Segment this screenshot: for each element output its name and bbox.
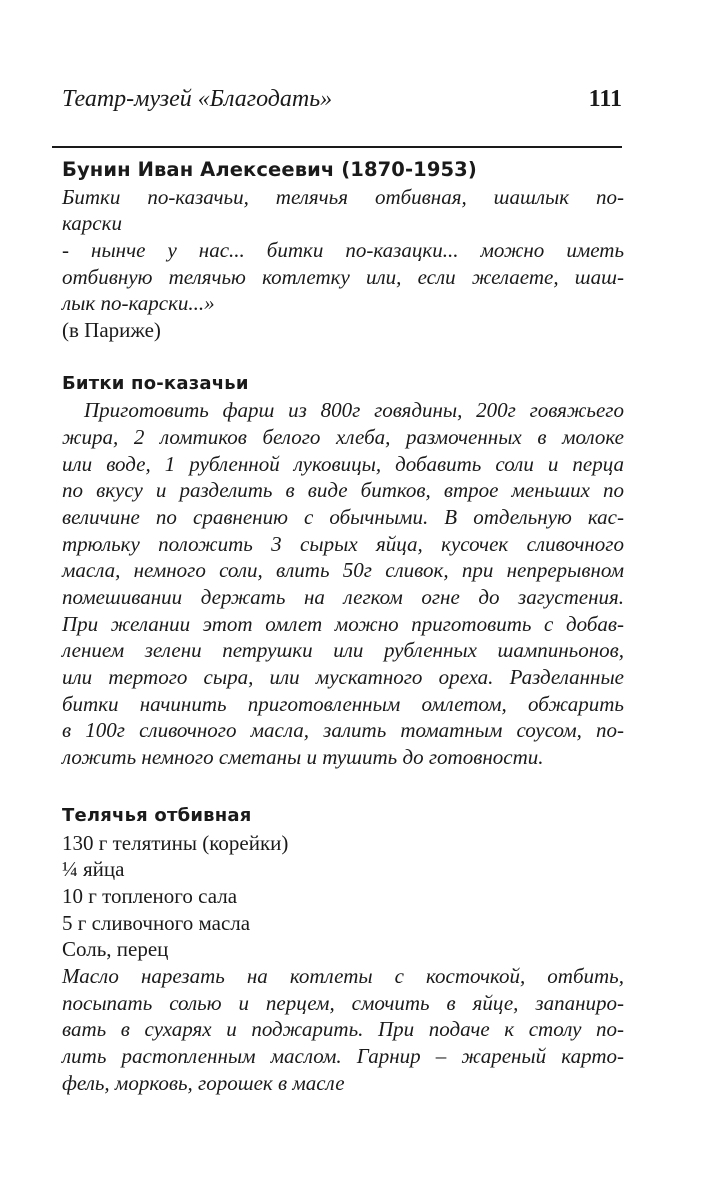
recipe-title: Битки по-казачьи xyxy=(62,372,249,394)
recipe-line: в 100г сливочного масла, залить томатным соусом, по- xyxy=(62,718,624,743)
header-rule xyxy=(52,146,622,148)
recipe-title: Телячья отбивная xyxy=(62,804,252,826)
ingredient-item: Соль, перец xyxy=(62,937,169,962)
recipe-line: Приготовить фарш из 800г говядины, 200г говяжьего xyxy=(84,398,624,423)
recipe-line: или тертого сыра, или мускатного ореха. Разделанные xyxy=(62,665,624,690)
quote-line: лык по-карски...» xyxy=(62,291,215,316)
ingredient-item: 130 г телятины (корейки) xyxy=(62,830,289,855)
quote-line: карски xyxy=(62,211,122,236)
section-gap xyxy=(62,771,624,803)
page-content xyxy=(62,157,624,1096)
running-header xyxy=(62,86,622,120)
recipe-line: величине по сравнению с обычными. В отдельную кас- xyxy=(62,504,624,529)
recipe-line: помешивании держать на легком огне до загустения. xyxy=(62,585,624,609)
recipe-line: масла, немного соли, влить 50г сливок, при непрерывном xyxy=(62,558,624,583)
author-heading: Бунин Иван Алексеевич (1870-1953) xyxy=(62,158,477,181)
page-number: 111 xyxy=(588,86,622,112)
ingredient-item: ¼ яйца xyxy=(62,857,125,882)
ingredient-item: 10 г топленого сала xyxy=(62,883,238,908)
ingredient-item: 5 г сливочного масла xyxy=(62,910,251,935)
recipe-line: жира, 2 ломтиков белого хлеба, размоченных в молоке xyxy=(62,424,624,449)
recipe-line: посыпать солью и перцем, смочить в яйце, запаниро- xyxy=(62,990,624,1015)
section-gap xyxy=(62,344,624,371)
recipe-line: битки начинить приготовленным омлетом, обжарить xyxy=(62,691,624,716)
quote-line: отбивную телячью котлетку или, если желаете, шаш- xyxy=(62,264,624,289)
recipe-line: лением зелени петрушки или рубленных шампиньонов, xyxy=(62,638,624,663)
recipe-line: ложить немного сметаны и тушить до готовности. xyxy=(62,745,544,770)
source-note: (в Париже) xyxy=(62,318,161,343)
running-title: Театр-музей «Благодать» xyxy=(62,86,333,112)
recipe-line: фель, морковь, горошек в масле xyxy=(62,1070,345,1095)
recipe-line: трюльку положить 3 сырых яйца, кусочек сливочного xyxy=(62,531,624,556)
recipe-line: вать в сухарях и поджарить. При подаче к столу по- xyxy=(62,1017,624,1042)
quote-line: - нынче у нас... битки по-казацки... можно иметь xyxy=(62,238,624,263)
recipe-line: При желании этот омлет можно приготовить с добав- xyxy=(62,611,624,636)
recipe-line: по вкусу и разделить в виде битков, втрое меньших по xyxy=(62,478,624,503)
recipe-line: Масло нарезать на котлеты с косточкой, отбить, xyxy=(62,963,624,988)
quote-line: Битки по-казачьи, телячья отбивная, шашлык по- xyxy=(62,184,624,209)
recipe-line: лить растопленным маслом. Гарнир – жареный карто- xyxy=(62,1044,624,1068)
recipe-line: или воде, 1 рубленной луковицы, добавить соли и перца xyxy=(62,451,624,476)
